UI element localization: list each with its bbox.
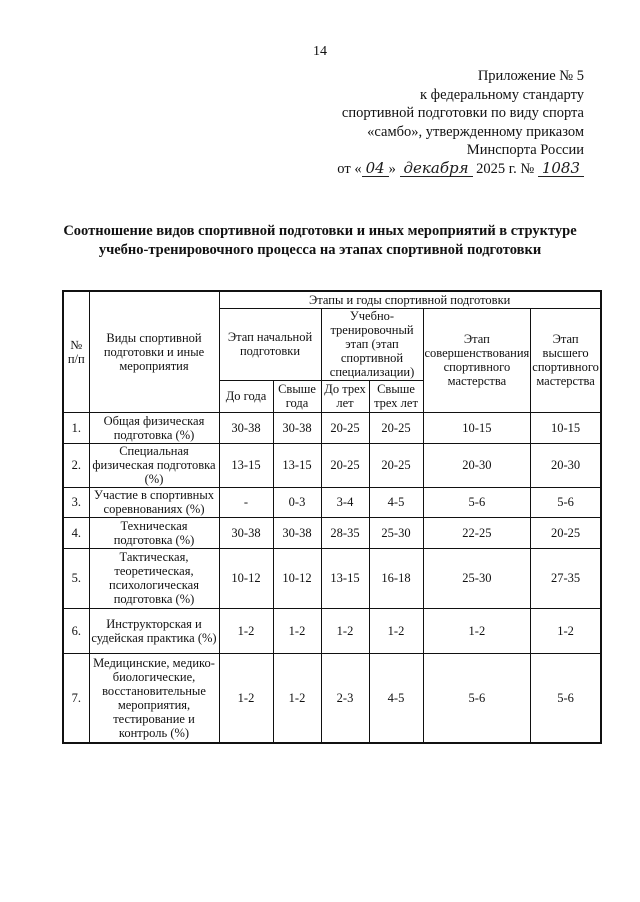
cell-value: 5-6 bbox=[531, 653, 601, 743]
cell-value: 10-12 bbox=[219, 548, 273, 608]
training-ratio-table bbox=[62, 290, 602, 744]
cell-value: 1-2 bbox=[369, 608, 423, 653]
header-stage-higher: Этап высшего спортивного мастерства bbox=[531, 308, 601, 412]
cell-value: 4-5 bbox=[369, 653, 423, 743]
table-row bbox=[63, 653, 601, 743]
row-name: Техническая подготовка (%) bbox=[89, 517, 219, 548]
date-prefix: от « bbox=[337, 160, 362, 177]
row-num: 7. bbox=[63, 653, 89, 743]
cell-value: 13-15 bbox=[321, 548, 369, 608]
title-line: Соотношение видов спортивной подготовки и иных мероприятий в структуре bbox=[63, 223, 577, 239]
header-over-year: Свыше года bbox=[273, 380, 321, 412]
cell-value: 22-25 bbox=[423, 517, 531, 548]
header-stage-improvement: Этап совершенствования спортивного мастерства bbox=[423, 308, 531, 412]
row-name: Тактическая, теоретическая, психологическая подготовка (%) bbox=[89, 548, 219, 608]
cell-value: 1-2 bbox=[531, 608, 601, 653]
appendix-line: «самбо», утвержденному приказом bbox=[367, 123, 584, 140]
document-title bbox=[40, 222, 600, 260]
cell-value: 20-25 bbox=[369, 443, 423, 487]
cell-value: 1-2 bbox=[273, 653, 321, 743]
cell-value: 4-5 bbox=[369, 487, 423, 517]
row-num: 6. bbox=[63, 608, 89, 653]
cell-value: 1-2 bbox=[273, 608, 321, 653]
cell-value: 20-30 bbox=[423, 443, 531, 487]
table-row bbox=[63, 517, 601, 548]
appendix-line: Приложение № 5 bbox=[477, 68, 584, 84]
cell-value: 5-6 bbox=[531, 487, 601, 517]
cell-value: 16-18 bbox=[369, 548, 423, 608]
row-name: Общая физическая подготовка (%) bbox=[89, 412, 219, 443]
cell-value: 30-38 bbox=[219, 412, 273, 443]
appendix-line: Минспорта России bbox=[466, 142, 584, 158]
cell-value: 13-15 bbox=[219, 443, 273, 487]
cell-value: 27-35 bbox=[531, 548, 601, 608]
row-num: 5. bbox=[63, 548, 89, 608]
cell-value: 30-38 bbox=[219, 517, 273, 548]
cell-value: 30-38 bbox=[273, 412, 321, 443]
header-stages-group: Этапы и годы спортивной подготовки bbox=[219, 291, 601, 308]
appendix-block bbox=[284, 67, 584, 178]
cell-value: 20-25 bbox=[321, 443, 369, 487]
table-row bbox=[63, 487, 601, 517]
cell-value: 13-15 bbox=[273, 443, 321, 487]
cell-value: 20-25 bbox=[321, 412, 369, 443]
cell-value: 10-15 bbox=[531, 412, 601, 443]
row-name: Медицинские, медико-биологические, восстановительные мероприятия, тестирование и контроль (%) bbox=[89, 653, 219, 743]
cell-value: 10-15 bbox=[423, 412, 531, 443]
cell-value: 3-4 bbox=[321, 487, 369, 517]
appendix-line: спортивной подготовки по виду спорта bbox=[341, 105, 584, 121]
header-num: № п/п bbox=[63, 291, 89, 412]
header-upto-year: До года bbox=[219, 380, 273, 412]
page-number: 14 bbox=[313, 44, 327, 59]
row-num: 3. bbox=[63, 487, 89, 517]
cell-value: 1-2 bbox=[219, 653, 273, 743]
cell-value: 30-38 bbox=[273, 517, 321, 548]
cell-value: 20-30 bbox=[531, 443, 601, 487]
row-num: 1. bbox=[63, 412, 89, 443]
cell-value: 5-6 bbox=[423, 653, 531, 743]
table-row bbox=[63, 412, 601, 443]
date-mid: » bbox=[388, 160, 396, 177]
table-row bbox=[63, 608, 601, 653]
cell-value: 2-3 bbox=[321, 653, 369, 743]
cell-value: 20-25 bbox=[369, 412, 423, 443]
cell-value: - bbox=[219, 487, 273, 517]
cell-value: 1-2 bbox=[219, 608, 273, 653]
order-date-line bbox=[284, 160, 584, 179]
cell-value: 0-3 bbox=[273, 487, 321, 517]
cell-value: 1-2 bbox=[321, 608, 369, 653]
handwritten-day: 04 bbox=[362, 161, 389, 177]
table-row bbox=[63, 548, 601, 608]
cell-value: 25-30 bbox=[423, 548, 531, 608]
date-year: 2025 г. № bbox=[476, 160, 535, 177]
row-name: Участие в спортивных соревнованиях (%) bbox=[89, 487, 219, 517]
header-stage-initial: Этап начальной подготовки bbox=[219, 308, 321, 380]
cell-value: 25-30 bbox=[369, 517, 423, 548]
title-line: учебно-тренировочного процесса на этапах спортивной подготовки bbox=[98, 242, 542, 258]
row-name: Специальная физическая подготовка (%) bbox=[89, 443, 219, 487]
header-upto-three: До трех лет bbox=[321, 380, 369, 412]
cell-value: 20-25 bbox=[531, 517, 601, 548]
row-num: 2. bbox=[63, 443, 89, 487]
header-stage-training: Учебно-тренировочный этап (этап спортивной специализации) bbox=[321, 308, 423, 380]
cell-value: 10-12 bbox=[273, 548, 321, 608]
handwritten-month: декабря bbox=[400, 161, 473, 177]
cell-value: 1-2 bbox=[423, 608, 531, 653]
table-row bbox=[63, 443, 601, 487]
row-name: Инструкторская и судейская практика (%) bbox=[89, 608, 219, 653]
row-num: 4. bbox=[63, 517, 89, 548]
appendix-line: к федеральному стандарту bbox=[420, 86, 584, 103]
header-kind: Виды спортивной подготовки и иные мероприятия bbox=[89, 291, 219, 412]
header-over-three: Свыше трех лет bbox=[369, 380, 423, 412]
cell-value: 5-6 bbox=[423, 487, 531, 517]
handwritten-order-number: 1083 bbox=[538, 161, 584, 177]
cell-value: 28-35 bbox=[321, 517, 369, 548]
